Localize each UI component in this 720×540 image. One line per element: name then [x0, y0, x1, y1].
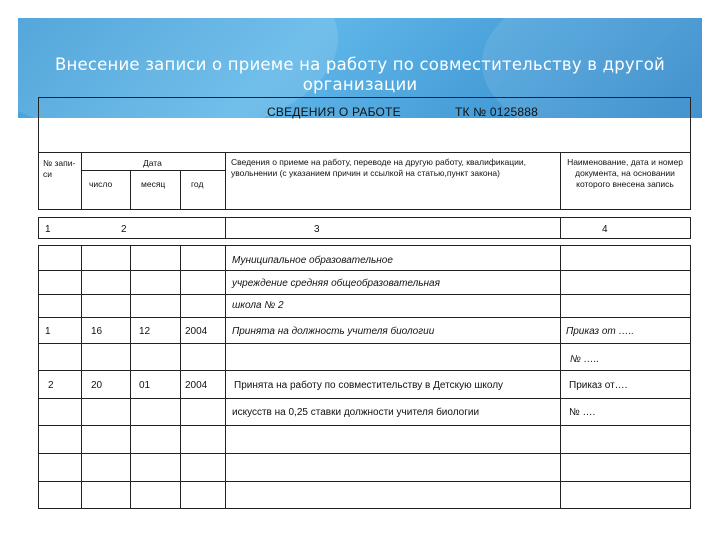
row1-no: 1	[45, 326, 51, 337]
grid-row-line-6	[38, 398, 691, 399]
row1-doc: Приказ от …..	[566, 326, 635, 337]
colhead-left-border	[38, 153, 39, 210]
row1-month: 12	[139, 326, 151, 337]
grid-right-border	[690, 245, 691, 509]
org-line-2: учреждение средняя общеобразовательная	[232, 278, 440, 289]
colnum-divider-1	[225, 217, 226, 239]
grid-left-border	[38, 245, 39, 509]
row2-year: 2004	[185, 380, 208, 391]
grid-row-line-1	[38, 270, 691, 271]
grid-col-divider-1	[81, 245, 82, 509]
row2-month: 01	[139, 380, 151, 391]
grid-row-line-8	[38, 453, 691, 454]
colhead-divider-2	[225, 153, 226, 210]
colnum-right-border	[690, 217, 691, 239]
row1-year: 2004	[185, 326, 208, 337]
colhead-divider-1	[81, 153, 82, 210]
colhead-divider-3	[560, 153, 561, 210]
colnum-top-border	[38, 217, 691, 218]
date-subdivider-2	[180, 170, 181, 210]
header-top-border	[38, 97, 691, 98]
row2-no: 2	[48, 380, 54, 391]
grid-row-line-5	[38, 370, 691, 371]
grid-col-divider-4	[225, 245, 226, 509]
grid-row-line-9	[38, 481, 691, 482]
org-line-1: Муниципальное образовательное	[232, 255, 393, 266]
header-bottom-border	[38, 152, 691, 153]
row2-info: Принята на работу по совместительству в Детскую школу	[234, 380, 504, 391]
date-subdivider-1	[130, 170, 131, 210]
column-number-3: 3	[314, 224, 320, 235]
grid-row-line-2	[38, 294, 691, 295]
colnum-divider-2	[560, 217, 561, 239]
row1-day: 16	[91, 326, 103, 337]
basis-header: Наименование, дата и номер документа, на основании которого внесена запись	[567, 157, 683, 189]
grid-col-divider-3	[180, 245, 181, 509]
column-number-2: 2	[121, 224, 127, 235]
colhead-right-border	[690, 153, 691, 210]
day-header: число	[89, 179, 113, 189]
colnum-left-border	[38, 217, 39, 239]
grid-col-divider-5	[560, 245, 561, 509]
row1-doc-number: № …..	[570, 354, 600, 365]
colhead-bottom-border	[38, 209, 691, 210]
org-line-3: школа № 2	[232, 300, 284, 311]
grid-row-line-4	[38, 343, 691, 344]
date-header: Дата	[143, 158, 162, 168]
section-heading: СВЕДЕНИЯ О РАБОТЕ	[267, 105, 401, 119]
date-subheader-line	[81, 170, 226, 171]
slide-title: Внесение записи о приеме на работу по совместительству в другой организации	[55, 55, 665, 94]
info-header: Сведения о приеме на работу, переводе на другую работу, квалификации, увольнении (с указанием причин и ссылкой на статью,пункт закона)	[231, 157, 526, 178]
row1-info: Принята на должность учителя биологии	[232, 326, 435, 337]
row2-doc: Приказ от….	[569, 380, 628, 391]
grid-bottom-border	[38, 508, 691, 509]
grid-row-line-3	[38, 317, 691, 318]
row2-info-continued: искусств на 0,25 ставки должности учителя биологии	[232, 407, 480, 418]
year-header: год	[191, 179, 204, 189]
row2-day: 20	[91, 380, 103, 391]
row2-doc-number: № ….	[569, 407, 596, 418]
column-number-4: 4	[602, 224, 608, 235]
grid-col-divider-2	[130, 245, 131, 509]
grid-row-line-7	[38, 425, 691, 426]
grid-top-border	[38, 245, 691, 246]
colnum-bottom-border	[38, 238, 691, 239]
header-right-border	[690, 97, 691, 153]
tk-number: ТК № 0125888	[455, 105, 538, 119]
month-header: месяц	[141, 179, 166, 189]
header-left-border	[38, 97, 39, 153]
record-no-header: № запи-си	[43, 158, 76, 179]
column-number-1: 1	[45, 224, 51, 235]
